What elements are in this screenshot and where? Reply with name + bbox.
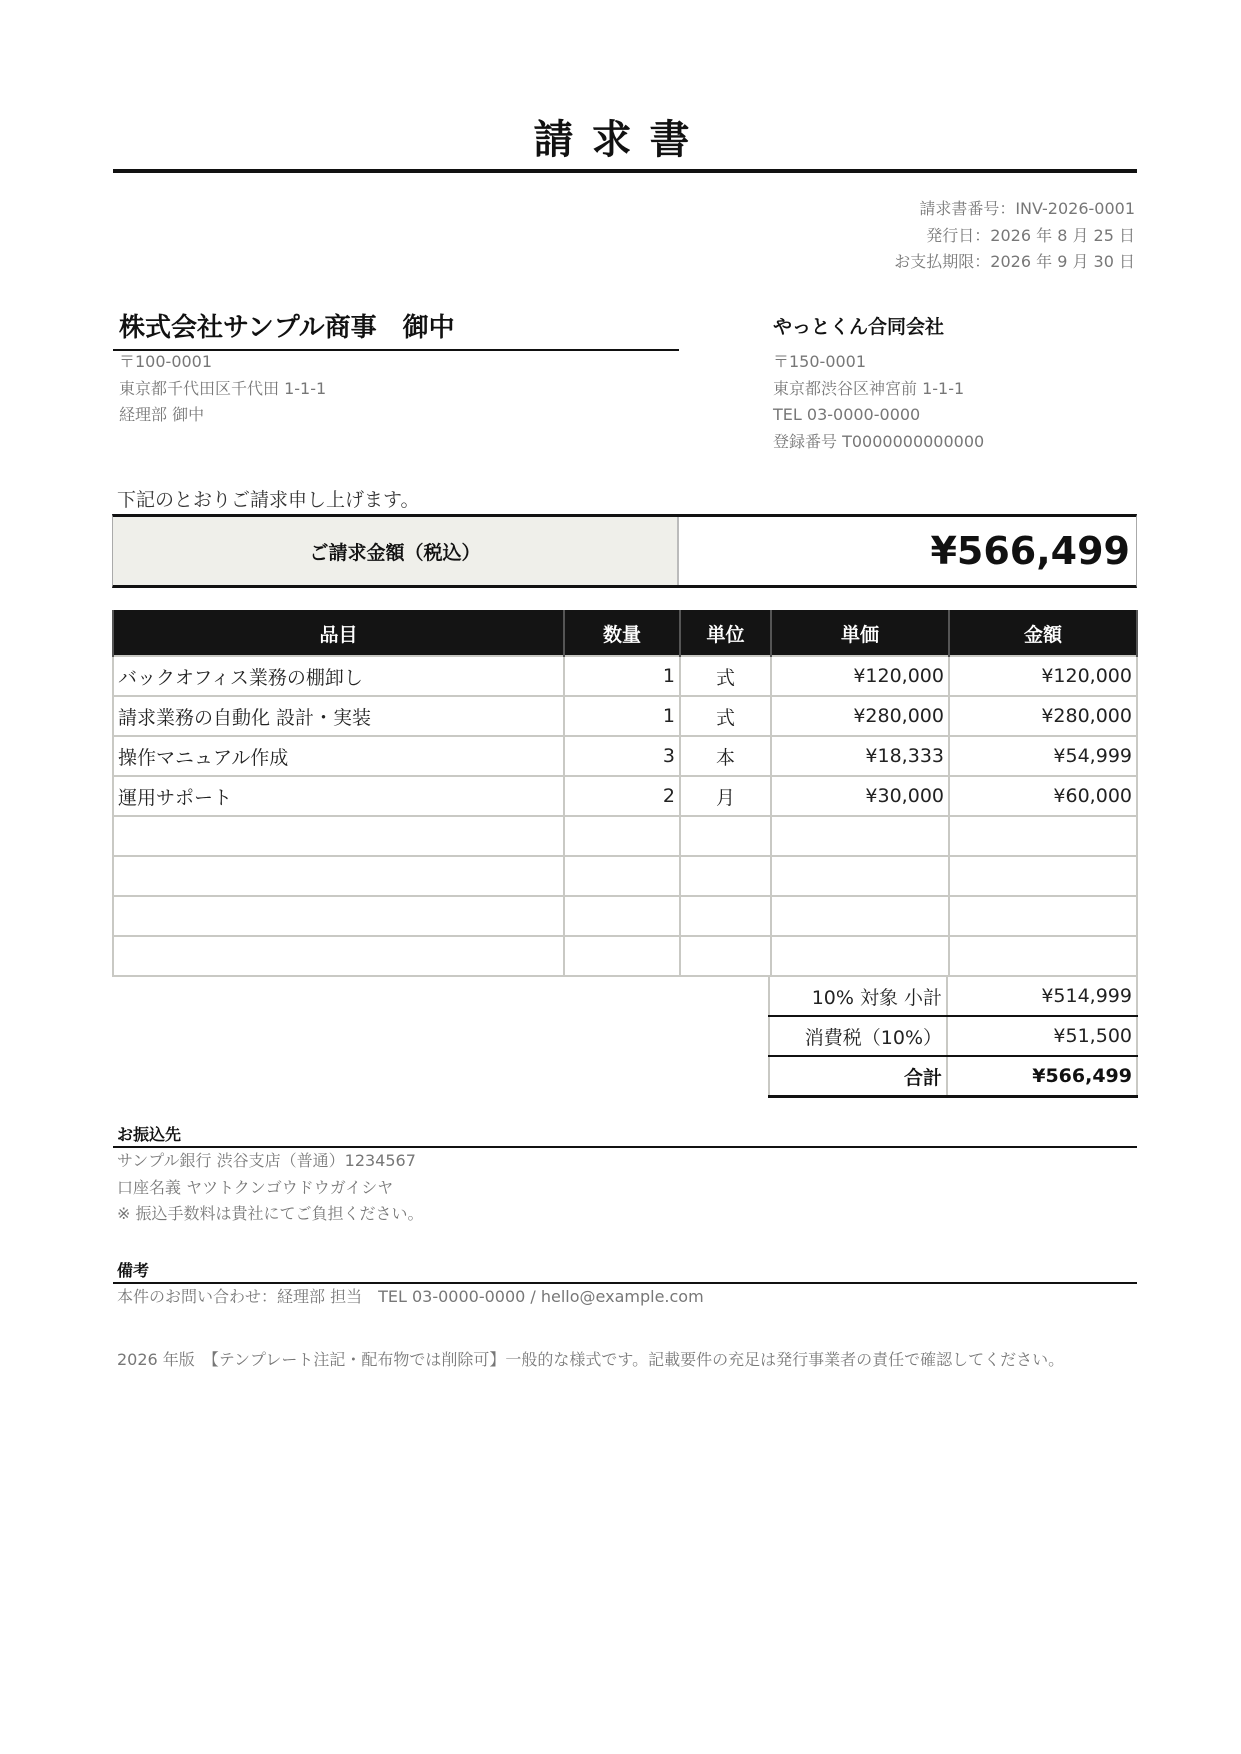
tax-label: 消費税（10%） [769,1016,947,1056]
item-quantity [564,936,680,976]
table-row [113,696,1137,736]
item-quantity [564,816,680,856]
subtotal-row [769,977,1137,1016]
title-divider [113,169,1137,173]
client-name: 株式会社サンプル商事 御中 [119,313,455,343]
issuer-address: 東京都渋谷区神宮前 1-1-1 [773,378,965,398]
item-unit-price: ¥18,333 [771,736,949,776]
header-unit-price: 単価 [771,611,949,657]
due-date: お支払期限：2026 年 9 月 30 日 [894,252,1135,271]
item-unit [680,936,771,976]
bank-heading: お振込先 [117,1125,182,1144]
table-row [113,896,1137,936]
item-unit [680,896,771,936]
summary-table [768,977,1138,1098]
subtotal-value: ¥514,999 [947,977,1137,1016]
item-name: 請求業務の自動化 設計・実装 [113,696,564,736]
subtotal-label: 10% 対象 小計 [769,977,947,1016]
item-amount [949,816,1137,856]
item-quantity: 3 [564,736,680,776]
header-unit: 単位 [680,611,771,657]
lead-text: 下記のとおりご請求申し上げます。 [117,489,420,511]
grand-total-label: 合計 [769,1056,947,1097]
bank-details [117,1148,424,1228]
table-row [113,856,1137,896]
tax-value: ¥51,500 [947,1016,1137,1056]
item-unit: 月 [680,776,771,816]
item-unit [680,856,771,896]
total-amount-value: ¥566,499 [930,529,1130,573]
item-quantity [564,856,680,896]
table-row [113,816,1137,856]
grand-total-row [769,1056,1137,1097]
bank-account-holder: 口座名義 ヤツトクンゴウドウガイシヤ [117,1177,394,1197]
item-amount: ¥60,000 [949,776,1137,816]
item-unit-price [771,816,949,856]
item-unit-price: ¥280,000 [771,696,949,736]
header-item: 品目 [113,611,564,657]
header-quantity: 数量 [564,611,680,657]
grand-total-value: ¥566,499 [947,1056,1137,1097]
item-amount [949,936,1137,976]
header-amount: 金額 [949,611,1137,657]
issuer-tel: TEL 03-0000-0000 [773,405,921,424]
template-footnote: 2026 年版 【テンプレート注記・配布物では削除可】一般的な様式です。記載要件の充足は発行事業者の責任で確認してください。 [117,1350,1065,1369]
item-amount [949,856,1137,896]
issuer-address-block [773,349,984,455]
invoice-number: 請求書番号：INV-2026-0001 [919,199,1135,218]
item-amount: ¥280,000 [949,696,1137,736]
bank-fee-note: ※ 振込手数料は貴社にてご負担ください。 [117,1204,424,1223]
issuer-name: やっとくん合同会社 [773,316,945,338]
table-row [113,776,1137,816]
item-unit: 本 [680,736,771,776]
table-row [113,936,1137,976]
client-address-block [119,349,326,429]
items-table [112,610,1138,977]
client-postal: 〒100-0001 [119,352,213,371]
item-unit-price [771,936,949,976]
item-unit-price: ¥30,000 [771,776,949,816]
item-quantity [564,896,680,936]
items-header-row [113,611,1137,657]
notes-contact: 本件のお問い合わせ：経理部 担当 TEL 03-0000-0000 / hello@example.com [117,1287,704,1306]
item-unit-price [771,896,949,936]
item-amount: ¥120,000 [949,656,1137,696]
item-unit: 式 [680,656,771,696]
item-name [113,896,564,936]
item-quantity: 2 [564,776,680,816]
item-unit: 式 [680,696,771,736]
issuer-postal: 〒150-0001 [773,352,867,371]
client-department: 経理部 御中 [119,405,205,424]
item-name: 操作マニュアル作成 [113,736,564,776]
table-row [113,736,1137,776]
total-amount-box [112,514,1137,588]
item-name [113,856,564,896]
item-unit-price [771,856,949,896]
tax-row [769,1016,1137,1056]
document-title: 請求書 [533,117,708,163]
item-unit-price: ¥120,000 [771,656,949,696]
item-name: バックオフィス業務の棚卸し [113,656,564,696]
bank-account: サンプル銀行 渋谷支店（普通）1234567 [117,1151,416,1170]
item-amount [949,896,1137,936]
item-name: 運用サポート [113,776,564,816]
item-unit [680,816,771,856]
item-quantity: 1 [564,696,680,736]
notes-body [117,1284,704,1311]
issue-date: 発行日：2026 年 8 月 25 日 [926,225,1135,245]
notes-heading: 備考 [117,1261,150,1280]
client-address: 東京都千代田区千代田 1-1-1 [119,378,327,398]
issuer-registration: 登録番号 T0000000000000 [773,431,985,451]
item-name [113,816,564,856]
invoice-meta [894,196,1135,276]
item-amount: ¥54,999 [949,736,1137,776]
item-quantity: 1 [564,656,680,696]
item-name [113,936,564,976]
table-row [113,656,1137,696]
total-amount-label: ご請求金額（税込） [113,517,679,585]
